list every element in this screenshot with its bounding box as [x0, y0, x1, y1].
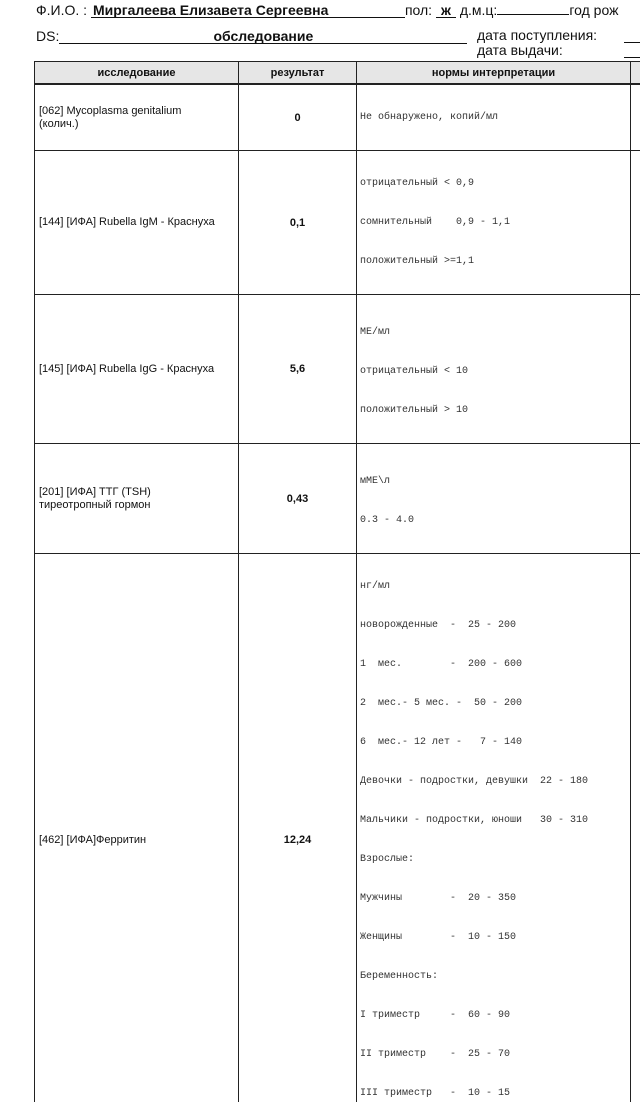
table-row	[35, 84, 640, 151]
norm-line: 1 мес. - 200 - 600	[360, 658, 630, 671]
column-header-norms: нормы интерпретации	[357, 62, 631, 85]
result-value: 0,43	[239, 444, 357, 554]
norm-line: новорожденные - 25 - 200	[360, 619, 630, 632]
admission-date-field	[624, 42, 640, 43]
patient-line	[36, 2, 618, 18]
norm-line: Мужчины - 20 - 350	[360, 892, 630, 905]
fio-label: Ф.И.О. :	[36, 2, 87, 18]
column-header-result: результат	[239, 62, 357, 85]
extra-cell	[631, 151, 640, 295]
diagnosis-line	[36, 28, 467, 44]
norm-line: 2 мес.- 5 мес. - 50 - 200	[360, 697, 630, 710]
diagnosis-value: обследование	[59, 29, 467, 44]
norm-line: положительный > 10	[360, 404, 630, 417]
patient-name: Миргалеева Елизавета Сергеевна	[91, 3, 405, 18]
norm-line: II триместр - 25 - 70	[360, 1048, 630, 1061]
result-value: 12,24	[239, 554, 357, 1102]
result-value: 5,6	[239, 295, 357, 444]
test-name-line: [144] [ИФА] Rubella IgM - Краснуха	[39, 216, 236, 229]
ds-label: DS:	[36, 28, 59, 44]
extra-cell	[631, 295, 640, 444]
test-name	[35, 554, 239, 1102]
dmc-field	[497, 14, 569, 15]
test-name	[35, 444, 239, 554]
test-name	[35, 295, 239, 444]
norm-line: нг/мл	[360, 580, 630, 593]
norm-line: сомнительный 0,9 - 1,1	[360, 216, 630, 229]
norm-line: Мальчики - подростки, юноши 30 - 310	[360, 814, 630, 827]
extra-cell	[631, 554, 640, 1102]
dmc-label: д.м.ц:	[460, 2, 497, 18]
test-name-line: [145] [ИФА] Rubella IgG - Краснуха	[39, 363, 236, 376]
norms-cell	[357, 444, 631, 554]
norm-line: мМЕ\л	[360, 475, 630, 488]
norm-line: III триместр - 10 - 15	[360, 1087, 630, 1100]
result-value: 0	[239, 84, 357, 151]
test-name	[35, 84, 239, 151]
norm-line: Женщины - 10 - 150	[360, 931, 630, 944]
result-value: 0,1	[239, 151, 357, 295]
norm-line: отрицательный < 10	[360, 365, 630, 378]
birth-year-label: год рож	[569, 2, 618, 18]
sex-label: пол:	[405, 2, 432, 18]
table-header-row	[35, 62, 640, 85]
norm-line: отрицательный < 0,9	[360, 177, 630, 190]
table-row	[35, 151, 640, 295]
results-table	[34, 61, 640, 1102]
norm-line: 0.3 - 4.0	[360, 514, 630, 527]
norms-cell	[357, 554, 631, 1102]
norm-line: 6 мес.- 12 лет - 7 - 140	[360, 736, 630, 749]
norm-line: МЕ/мл	[360, 326, 630, 339]
norm-line: Взрослые:	[360, 853, 630, 866]
norms-cell	[357, 84, 631, 151]
issue-date-label: дата выдачи:	[477, 42, 563, 58]
norms-cell	[357, 295, 631, 444]
issue-date-field	[624, 57, 640, 58]
extra-cell	[631, 84, 640, 151]
extra-cell	[631, 444, 640, 554]
norm-line: I триместр - 60 - 90	[360, 1009, 630, 1022]
table-row	[35, 295, 640, 444]
column-header-extra	[631, 62, 640, 85]
test-name-line: [462] [ИФА]Ферритин	[39, 834, 236, 847]
test-name	[35, 151, 239, 295]
admission-date-label: дата поступления:	[477, 27, 597, 43]
norm-line: Девочки - подростки, девушки 22 - 180	[360, 775, 630, 788]
table-row	[35, 554, 640, 1102]
sex-value: ж	[436, 3, 456, 18]
norms-cell	[357, 151, 631, 295]
test-name-line: (колич.)	[39, 118, 236, 131]
test-name-line: [062] Mycoplasma genitalium	[39, 105, 236, 118]
column-header-test: исследование	[35, 62, 239, 85]
test-name-line: тиреотропный гормон	[39, 499, 236, 512]
norm-line: Беременность:	[360, 970, 630, 983]
norm-line: положительный >=1,1	[360, 255, 630, 268]
table-row	[35, 444, 640, 554]
norm-line: Не обнаружено, копий/мл	[360, 111, 630, 124]
test-name-line: [201] [ИФА] ТТГ (TSH)	[39, 486, 236, 499]
